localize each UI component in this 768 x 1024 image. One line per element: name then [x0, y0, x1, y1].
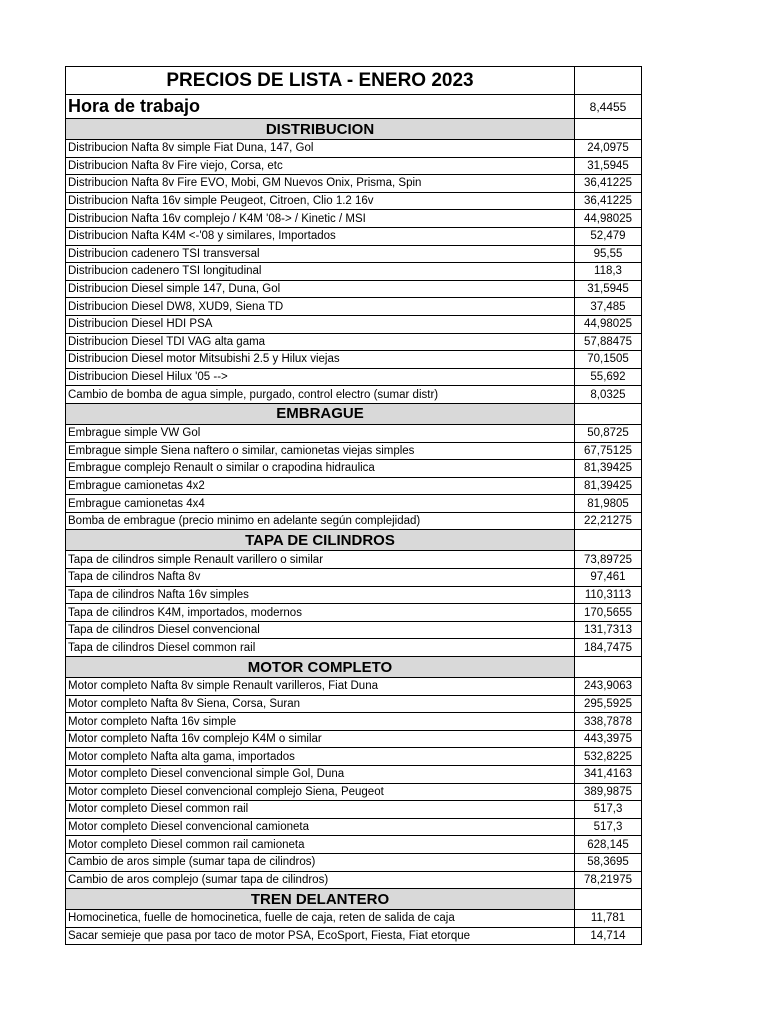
item-price: 14,714	[575, 927, 642, 945]
item-price: 532,8225	[575, 748, 642, 766]
item-label: Distribucion Diesel TDI VAG alta gama	[66, 333, 575, 351]
table-row	[66, 442, 642, 460]
item-label: Embrague camionetas 4x4	[66, 495, 575, 513]
item-price: 110,3113	[575, 586, 642, 604]
item-price: 57,88475	[575, 333, 642, 351]
item-label: Tapa de cilindros Diesel common rail	[66, 639, 575, 657]
item-label: Motor completo Diesel common rail camioneta	[66, 836, 575, 854]
table-row	[66, 551, 642, 569]
table-row	[66, 836, 642, 854]
item-price: 8,0325	[575, 386, 642, 404]
item-price: 36,41225	[575, 175, 642, 193]
item-price: 67,75125	[575, 442, 642, 460]
table-row	[66, 713, 642, 731]
item-price: 338,7878	[575, 713, 642, 731]
item-label: Embrague camionetas 4x2	[66, 477, 575, 495]
item-price: 97,461	[575, 569, 642, 587]
item-label: Motor completo Nafta 8v simple Renault varilleros, Fiat Duna	[66, 678, 575, 696]
item-label: Tapa de cilindros K4M, importados, modernos	[66, 604, 575, 622]
item-label: Distribucion Nafta K4M <-'08 y similares, Importados	[66, 227, 575, 245]
item-label: Motor completo Nafta 16v simple	[66, 713, 575, 731]
item-label: Homocinetica, fuelle de homocinetica, fuelle de caja, reten de salida de caja	[66, 910, 575, 928]
item-price: 73,89725	[575, 551, 642, 569]
section-title: MOTOR COMPLETO	[66, 657, 575, 678]
table-row	[66, 495, 642, 513]
item-price: 50,8725	[575, 424, 642, 442]
table-row	[66, 368, 642, 386]
item-label: Motor completo Diesel convencional complejo Siena, Peugeot	[66, 783, 575, 801]
table-row	[66, 140, 642, 158]
item-price: 81,9805	[575, 495, 642, 513]
table-row	[66, 333, 642, 351]
item-price: 243,9063	[575, 678, 642, 696]
item-label: Distribucion Nafta 16v complejo / K4M '08-> / Kinetic / MSI	[66, 210, 575, 228]
table-row	[66, 210, 642, 228]
hora-label: Hora de trabajo	[66, 95, 575, 119]
table-row	[66, 783, 642, 801]
item-label: Distribucion Nafta 16v simple Peugeot, Citroen, Clio 1.2 16v	[66, 192, 575, 210]
item-label: Cambio de aros complejo (sumar tapa de cilindros)	[66, 871, 575, 889]
table-row	[66, 695, 642, 713]
hora-row	[66, 95, 642, 119]
section-header-row	[66, 657, 642, 678]
item-price: 44,98025	[575, 210, 642, 228]
item-price: 517,3	[575, 818, 642, 836]
table-row	[66, 586, 642, 604]
table-row	[66, 280, 642, 298]
item-label: Distribucion Nafta 8v Fire viejo, Corsa, etc	[66, 157, 575, 175]
table-row	[66, 192, 642, 210]
item-price: 78,21975	[575, 871, 642, 889]
section-title: EMBRAGUE	[66, 403, 575, 424]
item-label: Motor completo Diesel convencional simple Gol, Duna	[66, 766, 575, 784]
item-label: Tapa de cilindros Nafta 8v	[66, 569, 575, 587]
table-row	[66, 175, 642, 193]
item-price: 44,98025	[575, 315, 642, 333]
item-price: 81,39425	[575, 477, 642, 495]
item-price: 31,5945	[575, 280, 642, 298]
section-header-row	[66, 119, 642, 140]
table-row	[66, 477, 642, 495]
table-row	[66, 315, 642, 333]
item-label: Motor completo Nafta 16v complejo K4M o similar	[66, 730, 575, 748]
item-price: 517,3	[575, 801, 642, 819]
table-row	[66, 801, 642, 819]
item-label: Tapa de cilindros simple Renault varillero o similar	[66, 551, 575, 569]
table-row	[66, 621, 642, 639]
table-row	[66, 748, 642, 766]
item-label: Motor completo Nafta alta gama, importados	[66, 748, 575, 766]
item-label: Distribucion cadenero TSI transversal	[66, 245, 575, 263]
item-label: Distribucion cadenero TSI longitudinal	[66, 263, 575, 281]
item-price: 81,39425	[575, 460, 642, 478]
table-row	[66, 818, 642, 836]
table-row	[66, 569, 642, 587]
section-value-cell	[575, 119, 642, 140]
section-value-cell	[575, 403, 642, 424]
item-label: Motor completo Nafta 8v Siena, Corsa, Suran	[66, 695, 575, 713]
item-label: Distribucion Diesel simple 147, Duna, Gol	[66, 280, 575, 298]
item-label: Distribucion Nafta 8v Fire EVO, Mobi, GM Nuevos Onix, Prisma, Spin	[66, 175, 575, 193]
item-price: 36,41225	[575, 192, 642, 210]
table-row	[66, 927, 642, 945]
table-row	[66, 460, 642, 478]
item-price: 118,3	[575, 263, 642, 281]
item-label: Sacar semieje que pasa por taco de motor PSA, EcoSport, Fiesta, Fiat etorque	[66, 927, 575, 945]
table-row	[66, 853, 642, 871]
section-title: DISTRIBUCION	[66, 119, 575, 140]
item-price: 443,3975	[575, 730, 642, 748]
table-row	[66, 766, 642, 784]
item-price: 22,21275	[575, 512, 642, 530]
page-title: PRECIOS DE LISTA - ENERO 2023	[66, 67, 575, 95]
table-row	[66, 910, 642, 928]
item-label: Distribucion Diesel HDI PSA	[66, 315, 575, 333]
item-price: 37,485	[575, 298, 642, 316]
table-row	[66, 386, 642, 404]
section-title: TAPA DE CILINDROS	[66, 530, 575, 551]
table-row	[66, 639, 642, 657]
item-price: 131,7313	[575, 621, 642, 639]
title-value-cell	[575, 67, 642, 95]
item-price: 24,0975	[575, 140, 642, 158]
item-label: Tapa de cilindros Nafta 16v simples	[66, 586, 575, 604]
item-label: Motor completo Diesel common rail	[66, 801, 575, 819]
hora-value: 8,4455	[575, 95, 642, 119]
table-row	[66, 263, 642, 281]
section-value-cell	[575, 530, 642, 551]
table-row	[66, 678, 642, 696]
item-label: Distribucion Nafta 8v simple Fiat Duna, 147, Gol	[66, 140, 575, 158]
table-row	[66, 730, 642, 748]
item-price: 70,1505	[575, 351, 642, 369]
table-row	[66, 227, 642, 245]
item-label: Embrague simple VW Gol	[66, 424, 575, 442]
item-price: 52,479	[575, 227, 642, 245]
item-price: 95,55	[575, 245, 642, 263]
item-label: Distribucion Diesel Hilux '05 -->	[66, 368, 575, 386]
section-title: TREN DELANTERO	[66, 889, 575, 910]
price-list-table	[65, 66, 642, 945]
table-row	[66, 351, 642, 369]
item-price: 31,5945	[575, 157, 642, 175]
section-header-row	[66, 530, 642, 551]
section-header-row	[66, 889, 642, 910]
item-label: Cambio de bomba de agua simple, purgado, control electro (sumar distr)	[66, 386, 575, 404]
item-price: 389,9875	[575, 783, 642, 801]
item-label: Embrague complejo Renault o similar o crapodina hidraulica	[66, 460, 575, 478]
item-label: Motor completo Diesel convencional camioneta	[66, 818, 575, 836]
item-label: Embrague simple Siena naftero o similar, camionetas viejas simples	[66, 442, 575, 460]
item-price: 341,4163	[575, 766, 642, 784]
item-price: 55,692	[575, 368, 642, 386]
item-label: Distribucion Diesel DW8, XUD9, Siena TD	[66, 298, 575, 316]
table-row	[66, 157, 642, 175]
section-value-cell	[575, 889, 642, 910]
item-price: 295,5925	[575, 695, 642, 713]
table-row	[66, 424, 642, 442]
item-label: Bomba de embrague (precio minimo en adelante según complejidad)	[66, 512, 575, 530]
item-label: Tapa de cilindros Diesel convencional	[66, 621, 575, 639]
title-row	[66, 67, 642, 95]
table-row	[66, 604, 642, 622]
table-row	[66, 512, 642, 530]
section-value-cell	[575, 657, 642, 678]
table-row	[66, 871, 642, 889]
table-row	[66, 298, 642, 316]
item-price: 170,5655	[575, 604, 642, 622]
item-label: Cambio de aros simple (sumar tapa de cilindros)	[66, 853, 575, 871]
item-label: Distribucion Diesel motor Mitsubishi 2.5 y Hilux viejas	[66, 351, 575, 369]
section-header-row	[66, 403, 642, 424]
item-price: 11,781	[575, 910, 642, 928]
item-price: 58,3695	[575, 853, 642, 871]
item-price: 628,145	[575, 836, 642, 854]
item-price: 184,7475	[575, 639, 642, 657]
table-row	[66, 245, 642, 263]
